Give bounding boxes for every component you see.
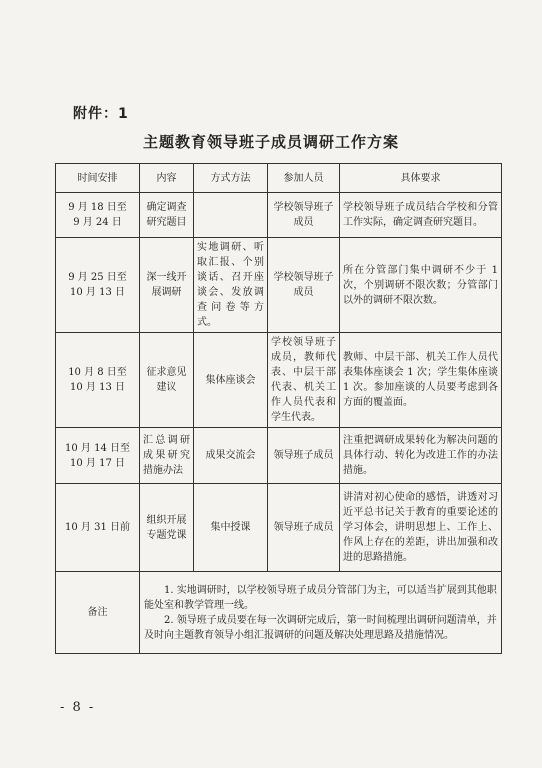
cell-requirements: 教师、中层干部、机关工作人员代表集体座谈会 1 次；学生集体座谈 1 次。参加座谈的人员要考虑到各方面的覆盖面。 — [340, 333, 502, 428]
cell-time: 9 月 25 日至 10 月 13 日 — [56, 238, 140, 333]
cell-requirements: 注重把调研成果转化为解决问题的具体行动、转化为改进工作的办法措施。 — [340, 428, 502, 484]
cell-participants: 学校领导班子成员，教师代表、中层干部代表、机关工作人员代表和学生代表。 — [268, 333, 340, 428]
header-participants: 参加人员 — [268, 164, 340, 193]
remark-item: 1. 实地调研时，以学校领导班子成员分管部门为主，可以适当扩展到其他职能处室和教学管理一线。 — [144, 584, 497, 611]
cell-time: 10 月 14 日至 10 月 17 日 — [56, 428, 140, 484]
remarks-content — [140, 572, 502, 654]
cell-content: 汇总调研成果研究措施办法 — [140, 428, 194, 484]
cell-method: 集体座谈会 — [194, 333, 268, 428]
table-row — [56, 333, 502, 428]
cell-requirements: 讲清对初心使命的感悟，讲透对习近平总书记关于教育的重要论述的学习体会，讲明思想上、工作上、作风上存在的差距，讲出加强和改进的思路措施。 — [340, 484, 502, 572]
cell-requirements: 所在分管部门集中调研不少于 1 次，个别调研不限次数；分管部门以外的调研不限次数。 — [340, 238, 502, 333]
cell-content: 组织开展专题党课 — [140, 484, 194, 572]
header-time: 时间安排 — [56, 164, 140, 193]
header-content: 内容 — [140, 164, 194, 193]
remarks-label: 备注 — [56, 572, 140, 654]
cell-content: 深一线开展调研 — [140, 238, 194, 333]
cell-participants: 学校领导班子成员 — [268, 193, 340, 238]
cell-content: 确定调查研究题目 — [140, 193, 194, 238]
document-title: 主题教育领导班子成员调研工作方案 — [142, 133, 399, 151]
cell-method: 集中授课 — [194, 484, 268, 572]
cell-requirements: 学校领导班子成员结合学校和分管工作实际，确定调查研究题目。 — [340, 193, 502, 238]
cell-participants: 领导班子成员 — [268, 484, 340, 572]
cell-method: 实地调研、听取汇报、个别谈话、召开座谈会、发放调查问卷等方式。 — [194, 238, 268, 333]
cell-time: 10 月 31 日前 — [56, 484, 140, 572]
cell-time: 10 月 8 日至 10 月 13 日 — [56, 333, 140, 428]
cell-participants: 学校领导班子成员 — [268, 238, 340, 333]
cell-method — [194, 193, 268, 238]
header-requirements: 具体要求 — [340, 164, 502, 193]
remarks-row — [56, 572, 502, 654]
remark-item: 2. 领导班子成员要在每一次调研完成后，第一时间梳理出调研问题清单，并及时向主题教育领导小组汇报调研的问题及解决处理思路及措施情况。 — [144, 614, 497, 641]
table-row — [56, 238, 502, 333]
attachment-label: 附件：1 — [73, 106, 129, 122]
table-row — [56, 484, 502, 572]
table-header-row — [56, 164, 502, 193]
cell-time: 9 月 18 日至 9 月 24 日 — [56, 193, 140, 238]
cell-participants: 领导班子成员 — [268, 428, 340, 484]
work-plan-table — [55, 163, 502, 654]
cell-method: 成果交流会 — [194, 428, 268, 484]
table-row — [56, 428, 502, 484]
header-method: 方式方法 — [194, 164, 268, 193]
page-number: - 8 - — [60, 700, 96, 715]
cell-content: 征求意见建议 — [140, 333, 194, 428]
table-row — [56, 193, 502, 238]
